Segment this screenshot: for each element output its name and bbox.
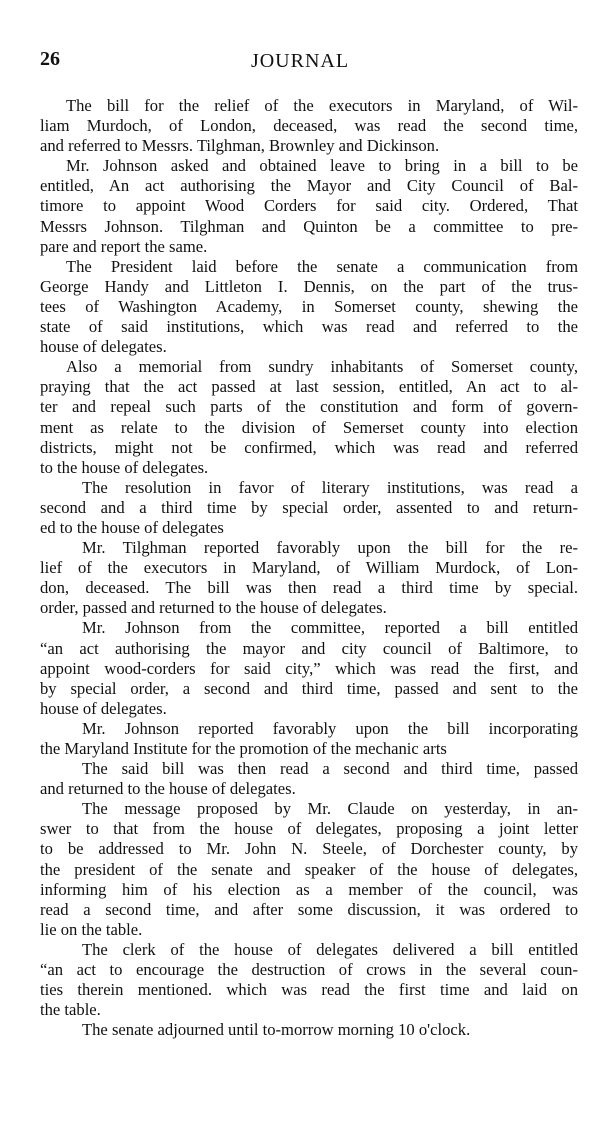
text-line: Mr. Tilghman reported favorably upon the bill for the re- <box>82 538 578 558</box>
text-line: districts, might not be confirmed, which was read and referred <box>40 437 578 457</box>
text-line: The senate adjourned until to-morrow morning 10 o'clock. <box>82 1020 471 1040</box>
text-line: lief of the executors in Maryland, of William Murdock, of Lon- <box>40 558 578 578</box>
text-line: The clerk of the house of delegates delivered a bill entitled <box>82 939 578 959</box>
running-head: JOURNAL <box>250 50 350 72</box>
text-line: read a second time, and after some discussion, it was ordered to <box>40 899 578 919</box>
text-line: ter and repeal such parts of the constitution and form of govern- <box>40 397 578 417</box>
text-line: The resolution in favor of literary institutions, was read a <box>82 477 578 497</box>
text-line: the president of the senate and speaker of the house of delegates, <box>40 859 578 879</box>
text-line: The bill for the relief of the executors in Maryland, of Wil- <box>66 96 578 115</box>
page-number: 26 <box>40 48 60 70</box>
text-line: state of said institutions, which was read and referred to the <box>40 317 578 337</box>
paragraph <box>40 156 578 256</box>
body-text <box>40 96 578 1040</box>
text-line: “an act authorising the mayor and city council of Baltimore, to <box>40 638 578 658</box>
text-line: order, passed and returned to the house of delegates. <box>40 598 387 618</box>
text-line: Mr. Johnson reported favorably upon the bill incorporating <box>82 718 578 738</box>
text-line: George Handy and Littleton I. Dennis, on the part of the trus- <box>40 276 578 296</box>
paragraph <box>40 357 578 478</box>
text-line: ties therein mentioned. which was read the first time and laid on <box>40 980 578 1000</box>
text-line: lie on the table. <box>40 919 143 939</box>
text-line: liam Murdoch, of London, deceased, was read the second time, <box>40 116 578 136</box>
text-line: swer to that from the house of delegates, proposing a joint letter <box>40 819 578 839</box>
text-line: appoint wood-corders for said city,” which was read the first, and <box>40 658 578 678</box>
text-line: Mr. Johnson from the committee, reported a bill entitled <box>82 618 578 638</box>
text-line: to be addressed to Mr. John N. Steele, of Dorchester county, by <box>40 839 578 859</box>
paragraph <box>40 478 578 538</box>
paragraph <box>40 940 578 1020</box>
text-line: don, deceased. The bill was then read a third time by special. <box>40 578 578 598</box>
paragraph <box>40 96 578 156</box>
text-line: house of delegates. <box>40 337 167 357</box>
text-line: timore to appoint Wood Corders for said city. Ordered, That <box>40 196 578 216</box>
text-line: entitled, An act authorising the Mayor and City Council of Bal- <box>40 176 578 196</box>
text-line: The message proposed by Mr. Claude on yesterday, in an- <box>82 799 578 819</box>
paragraph <box>40 257 578 357</box>
text-line: and referred to Messrs. Tilghman, Brownley and Dickinson. <box>40 136 440 156</box>
text-line: house of delegates. <box>40 698 167 718</box>
paragraph <box>40 1020 578 1040</box>
text-line: to the house of delegates. <box>40 457 209 477</box>
text-line: informing him of his election as a member of the council, was <box>40 879 578 899</box>
text-line: Messrs Johnson. Tilghman and Quinton be a committee to pre- <box>40 216 578 236</box>
paragraph <box>40 759 578 799</box>
paragraph <box>40 799 578 940</box>
text-line: by special order, a second and third time, passed and sent to the <box>40 678 578 698</box>
text-line: Mr. Johnson asked and obtained leave to bring in a bill to be <box>66 156 578 176</box>
text-line: ment as relate to the division of Semerset county into election <box>40 417 578 437</box>
text-line: praying that the act passed at last session, entitled, An act to al- <box>40 377 578 397</box>
text-line: the Maryland Institute for the promotion of the mechanic arts <box>40 739 447 758</box>
text-line: The President laid before the senate a communication from <box>66 256 578 276</box>
text-line: tees of Washington Academy, in Somerset county, shewing the <box>40 296 578 316</box>
text-line: and returned to the house of delegates. <box>40 779 296 799</box>
text-line: Also a memorial from sundry inhabitants of Somerset county, <box>66 357 578 377</box>
text-line: second and a third time by special order, assented to and return- <box>40 497 578 517</box>
text-line: the table. <box>40 1000 101 1020</box>
text-line: pare and report the same. <box>40 236 208 256</box>
text-line: “an act to encourage the destruction of crows in the several coun- <box>40 960 578 980</box>
paragraph <box>40 538 578 618</box>
paragraph <box>40 719 578 759</box>
text-line: ed to the house of delegates <box>40 517 224 537</box>
paragraph <box>40 618 578 718</box>
text-line: The said bill was then read a second and third time, passed <box>82 759 578 779</box>
